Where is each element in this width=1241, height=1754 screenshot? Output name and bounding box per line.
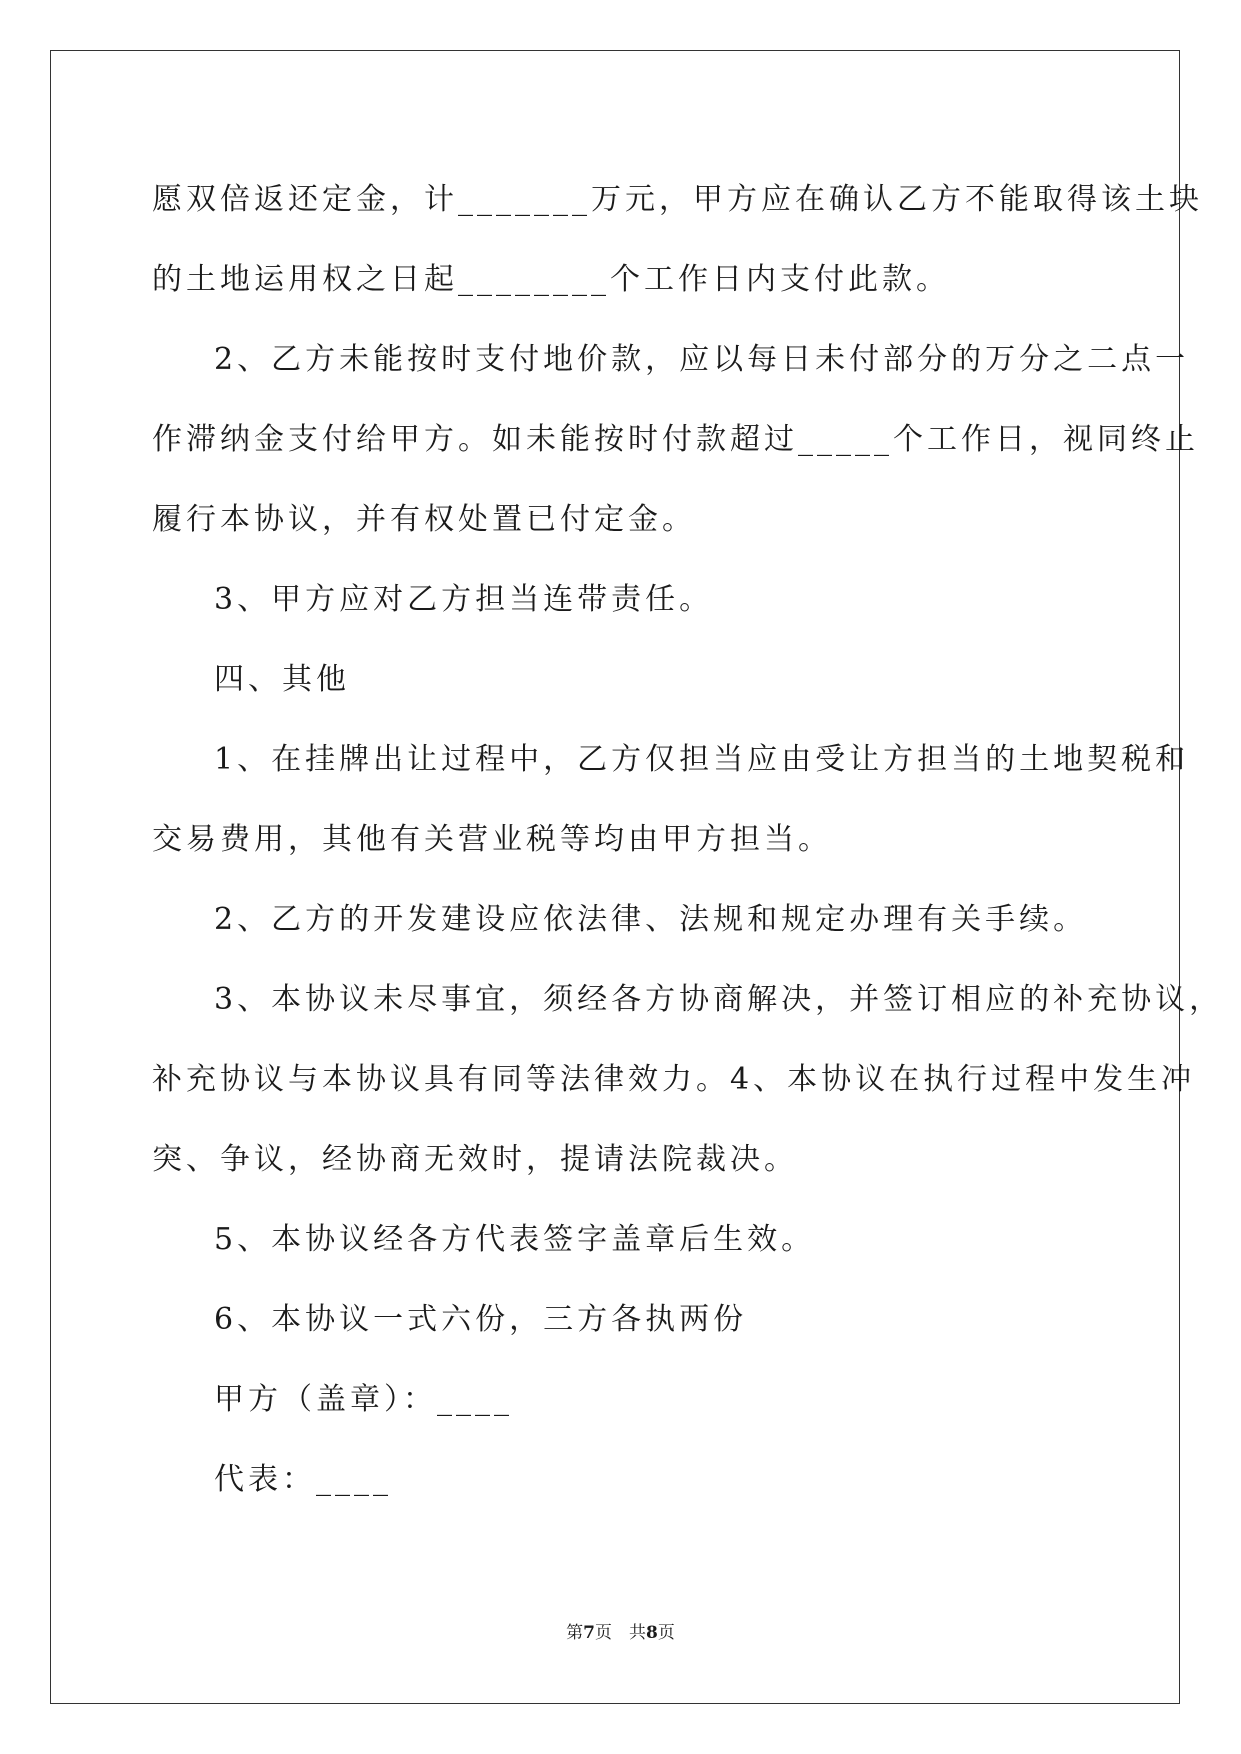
footer-suffix: 页 [657, 1623, 675, 1643]
text-segment: 6、本协议一式六份，三方各执两份 [214, 1302, 748, 1337]
paragraph-line-10 [152, 880, 1097, 960]
paragraph-line-2 [152, 240, 1097, 320]
text-segment: 补充协议与本协议具有同等法律效力。4、本协议在执行过程中发生冲 [152, 1062, 1196, 1097]
text-segment: 个工作日内支付此款。 [610, 262, 950, 297]
text-segment: 四、其他 [214, 662, 350, 697]
text-segment: 交易费用，其他有关营业税等均由甲方担当。 [152, 822, 832, 857]
paragraph-line-11 [152, 960, 1224, 1040]
text-segment: 3、本协议未尽事宜，须经各方协商解决，并签订相应的补充协议， [214, 982, 1224, 1017]
paragraph-line-8 [152, 720, 1190, 800]
section-heading [152, 640, 1097, 720]
text-segment: 的土地运用权之日起 [152, 262, 458, 297]
text-segment: 5、本协议经各方代表签字盖章后生效。 [214, 1222, 816, 1257]
paragraph-line-12 [152, 1040, 1196, 1120]
document-body [152, 160, 1224, 1520]
paragraph-line-5 [152, 480, 1097, 560]
paragraph-line-15 [152, 1280, 1097, 1360]
paragraph-line-1 [152, 160, 1203, 240]
text-segment: 万元，甲方应在确认乙方不能取得该土块 [591, 182, 1203, 217]
footer-middle: 页 共 [595, 1623, 646, 1643]
text-segment: 代表： [214, 1462, 316, 1497]
blank-field: _____ [798, 422, 893, 457]
signature-party-a [152, 1360, 1097, 1440]
text-segment: 1、在挂牌出让过程中，乙方仅担当应由受让方担当的土地契税和 [214, 742, 1190, 777]
text-segment: 履行本协议，并有权处置已付定金。 [152, 502, 696, 537]
blank-field: _______ [458, 182, 591, 217]
paragraph-line-9 [152, 800, 1097, 880]
page-footer [0, 1618, 1241, 1643]
blank-field: ________ [458, 262, 610, 297]
text-segment: 作滞纳金支付给甲方。如未能按时付款超过 [152, 422, 798, 457]
total-page-number: 8 [646, 1623, 658, 1643]
paragraph-line-4 [152, 400, 1199, 480]
paragraph-line-6 [152, 560, 1097, 640]
signature-representative [152, 1440, 1097, 1520]
blank-field: ____ [437, 1382, 513, 1417]
paragraph-line-13 [152, 1120, 1097, 1200]
blank-field: ____ [316, 1462, 392, 1497]
text-segment: 突、争议，经协商无效时，提请法院裁决。 [152, 1142, 798, 1177]
paragraph-line-3 [152, 320, 1190, 400]
footer-prefix: 第 [566, 1623, 584, 1643]
paragraph-line-14 [152, 1200, 1097, 1280]
text-segment: 甲方（盖章）： [214, 1382, 437, 1417]
text-segment: 3、甲方应对乙方担当连带责任。 [214, 582, 714, 617]
text-segment: 2、乙方未能按时支付地价款，应以每日未付部分的万分之二点一 [214, 342, 1190, 377]
text-segment: 个工作日，视同终止 [893, 422, 1199, 457]
text-segment: 愿双倍返还定金，计 [152, 182, 458, 217]
current-page-number: 7 [583, 1623, 595, 1643]
text-segment: 2、乙方的开发建设应依法律、法规和规定办理有关手续。 [214, 902, 1088, 937]
